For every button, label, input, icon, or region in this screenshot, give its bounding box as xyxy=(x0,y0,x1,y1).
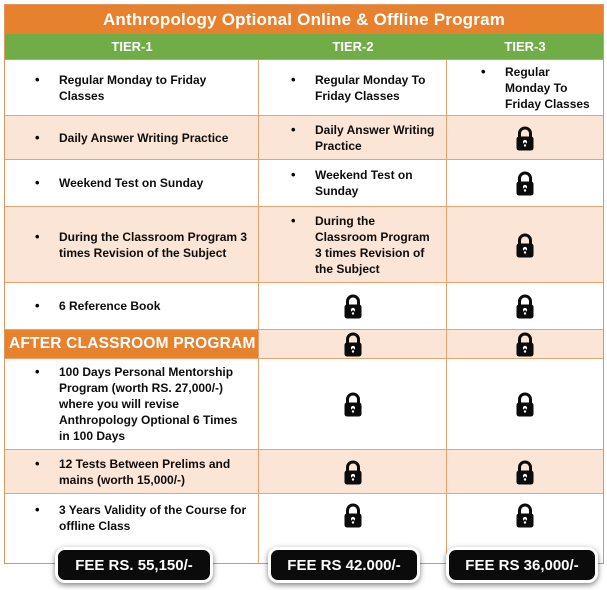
lock-icon xyxy=(513,170,537,196)
bullet-icon: • xyxy=(291,167,296,182)
locked-feature-cell xyxy=(259,330,447,359)
feature-text: Weekend Test on Sunday xyxy=(59,176,204,190)
lock-icon xyxy=(341,331,365,357)
locked-feature-cell xyxy=(259,359,447,450)
tier-3-fee-badge xyxy=(446,547,598,583)
feature-text: Regular Monday To Friday Classes xyxy=(315,72,426,103)
lock-icon xyxy=(513,125,537,151)
bullet-icon: • xyxy=(291,71,296,87)
feature-text: 3 Years Validity of the Course for offline Class xyxy=(59,503,247,533)
feature-cell xyxy=(5,450,259,494)
locked-feature-cell xyxy=(447,330,603,359)
feature-text: Regular Monday To Friday Classes xyxy=(505,64,590,111)
tier-1-header: TIER-1 xyxy=(111,39,153,54)
page-title xyxy=(5,5,603,34)
lock-icon xyxy=(513,459,537,485)
bullet-icon: • xyxy=(35,502,40,517)
lock-icon xyxy=(513,502,537,528)
table-row xyxy=(5,116,603,160)
fee-label: FEE RS. 55,150/- xyxy=(75,556,193,574)
tier-header-row xyxy=(5,34,603,60)
feature-cell xyxy=(259,207,447,283)
lock-icon xyxy=(341,502,365,528)
lock-icon xyxy=(513,232,537,258)
feature-text: 6 Reference Book xyxy=(59,299,161,313)
bullet-icon: • xyxy=(35,71,40,87)
feature-text: Daily Answer Writing Practice xyxy=(315,122,435,153)
lock-icon xyxy=(341,391,365,417)
locked-feature-cell xyxy=(447,283,603,330)
lock-icon xyxy=(513,293,537,319)
bullet-icon: • xyxy=(35,175,40,190)
page-title-text: Anthropology Optional Online & Offline Program xyxy=(102,9,506,29)
feature-text: 12 Tests Between Prelims and mains (worth 15,000/-) xyxy=(59,456,231,487)
bullet-icon: • xyxy=(291,212,296,228)
bullet-icon: • xyxy=(35,228,40,244)
feature-cell xyxy=(259,160,447,207)
locked-feature-cell xyxy=(447,207,603,283)
bullet-icon: • xyxy=(35,129,40,145)
feature-cell xyxy=(259,116,447,160)
banner-text: AFTER CLASSROOM PROGRAM xyxy=(9,335,256,352)
lock-icon xyxy=(341,459,365,485)
bullet-icon: • xyxy=(35,298,40,313)
bullet-icon: • xyxy=(35,364,40,379)
locked-feature-cell xyxy=(447,116,603,160)
tier-3-header: TIER-3 xyxy=(504,39,546,54)
table-row xyxy=(5,60,603,116)
locked-feature-cell xyxy=(447,160,603,207)
table-row xyxy=(5,283,603,330)
tier-2-fee-badge xyxy=(268,547,420,583)
locked-feature-cell xyxy=(447,450,603,494)
bullet-icon: • xyxy=(291,121,296,137)
table-row xyxy=(5,359,603,450)
feature-cell xyxy=(5,359,259,450)
locked-feature-cell xyxy=(259,450,447,494)
feature-cell xyxy=(447,60,603,116)
fee-label: FEE RS 42.000/- xyxy=(287,556,401,574)
locked-feature-cell xyxy=(447,359,603,450)
feature-text: Weekend Test on Sunday xyxy=(315,168,413,198)
after-classroom-banner-row xyxy=(5,330,603,359)
feature-cell xyxy=(259,60,447,116)
after-classroom-banner xyxy=(5,330,259,359)
table-row xyxy=(5,450,603,494)
table-row xyxy=(5,160,603,207)
tier-1-fee-badge xyxy=(55,547,213,583)
feature-text: Daily Answer Writing Practice xyxy=(59,130,229,145)
tier-2-header: TIER-2 xyxy=(332,39,374,54)
locked-feature-cell xyxy=(259,283,447,330)
feature-cell xyxy=(5,283,259,330)
fee-label: FEE RS 36,000/- xyxy=(465,556,579,574)
lock-icon xyxy=(513,331,537,357)
table-row xyxy=(5,207,603,283)
lock-icon xyxy=(341,293,365,319)
lock-icon xyxy=(513,391,537,417)
bullet-icon: • xyxy=(481,63,486,79)
feature-cell xyxy=(5,207,259,283)
feature-text: During the Classroom Program 3 times Revision of the Subject xyxy=(59,229,248,260)
feature-cell xyxy=(5,60,259,116)
feature-cell xyxy=(5,116,259,160)
program-comparison-table xyxy=(4,4,604,564)
feature-text: During the Classroom Program 3 times Revision of the Subject xyxy=(315,213,430,276)
feature-text: Regular Monday to Friday Classes xyxy=(59,72,207,103)
feature-cell xyxy=(5,160,259,207)
feature-text: 100 Days Personal Mentorship Program (worth RS. 27,000/-) where you will revise Anthropology Optional 6 Times in 100 Days xyxy=(59,365,238,443)
bullet-icon: • xyxy=(35,455,40,471)
